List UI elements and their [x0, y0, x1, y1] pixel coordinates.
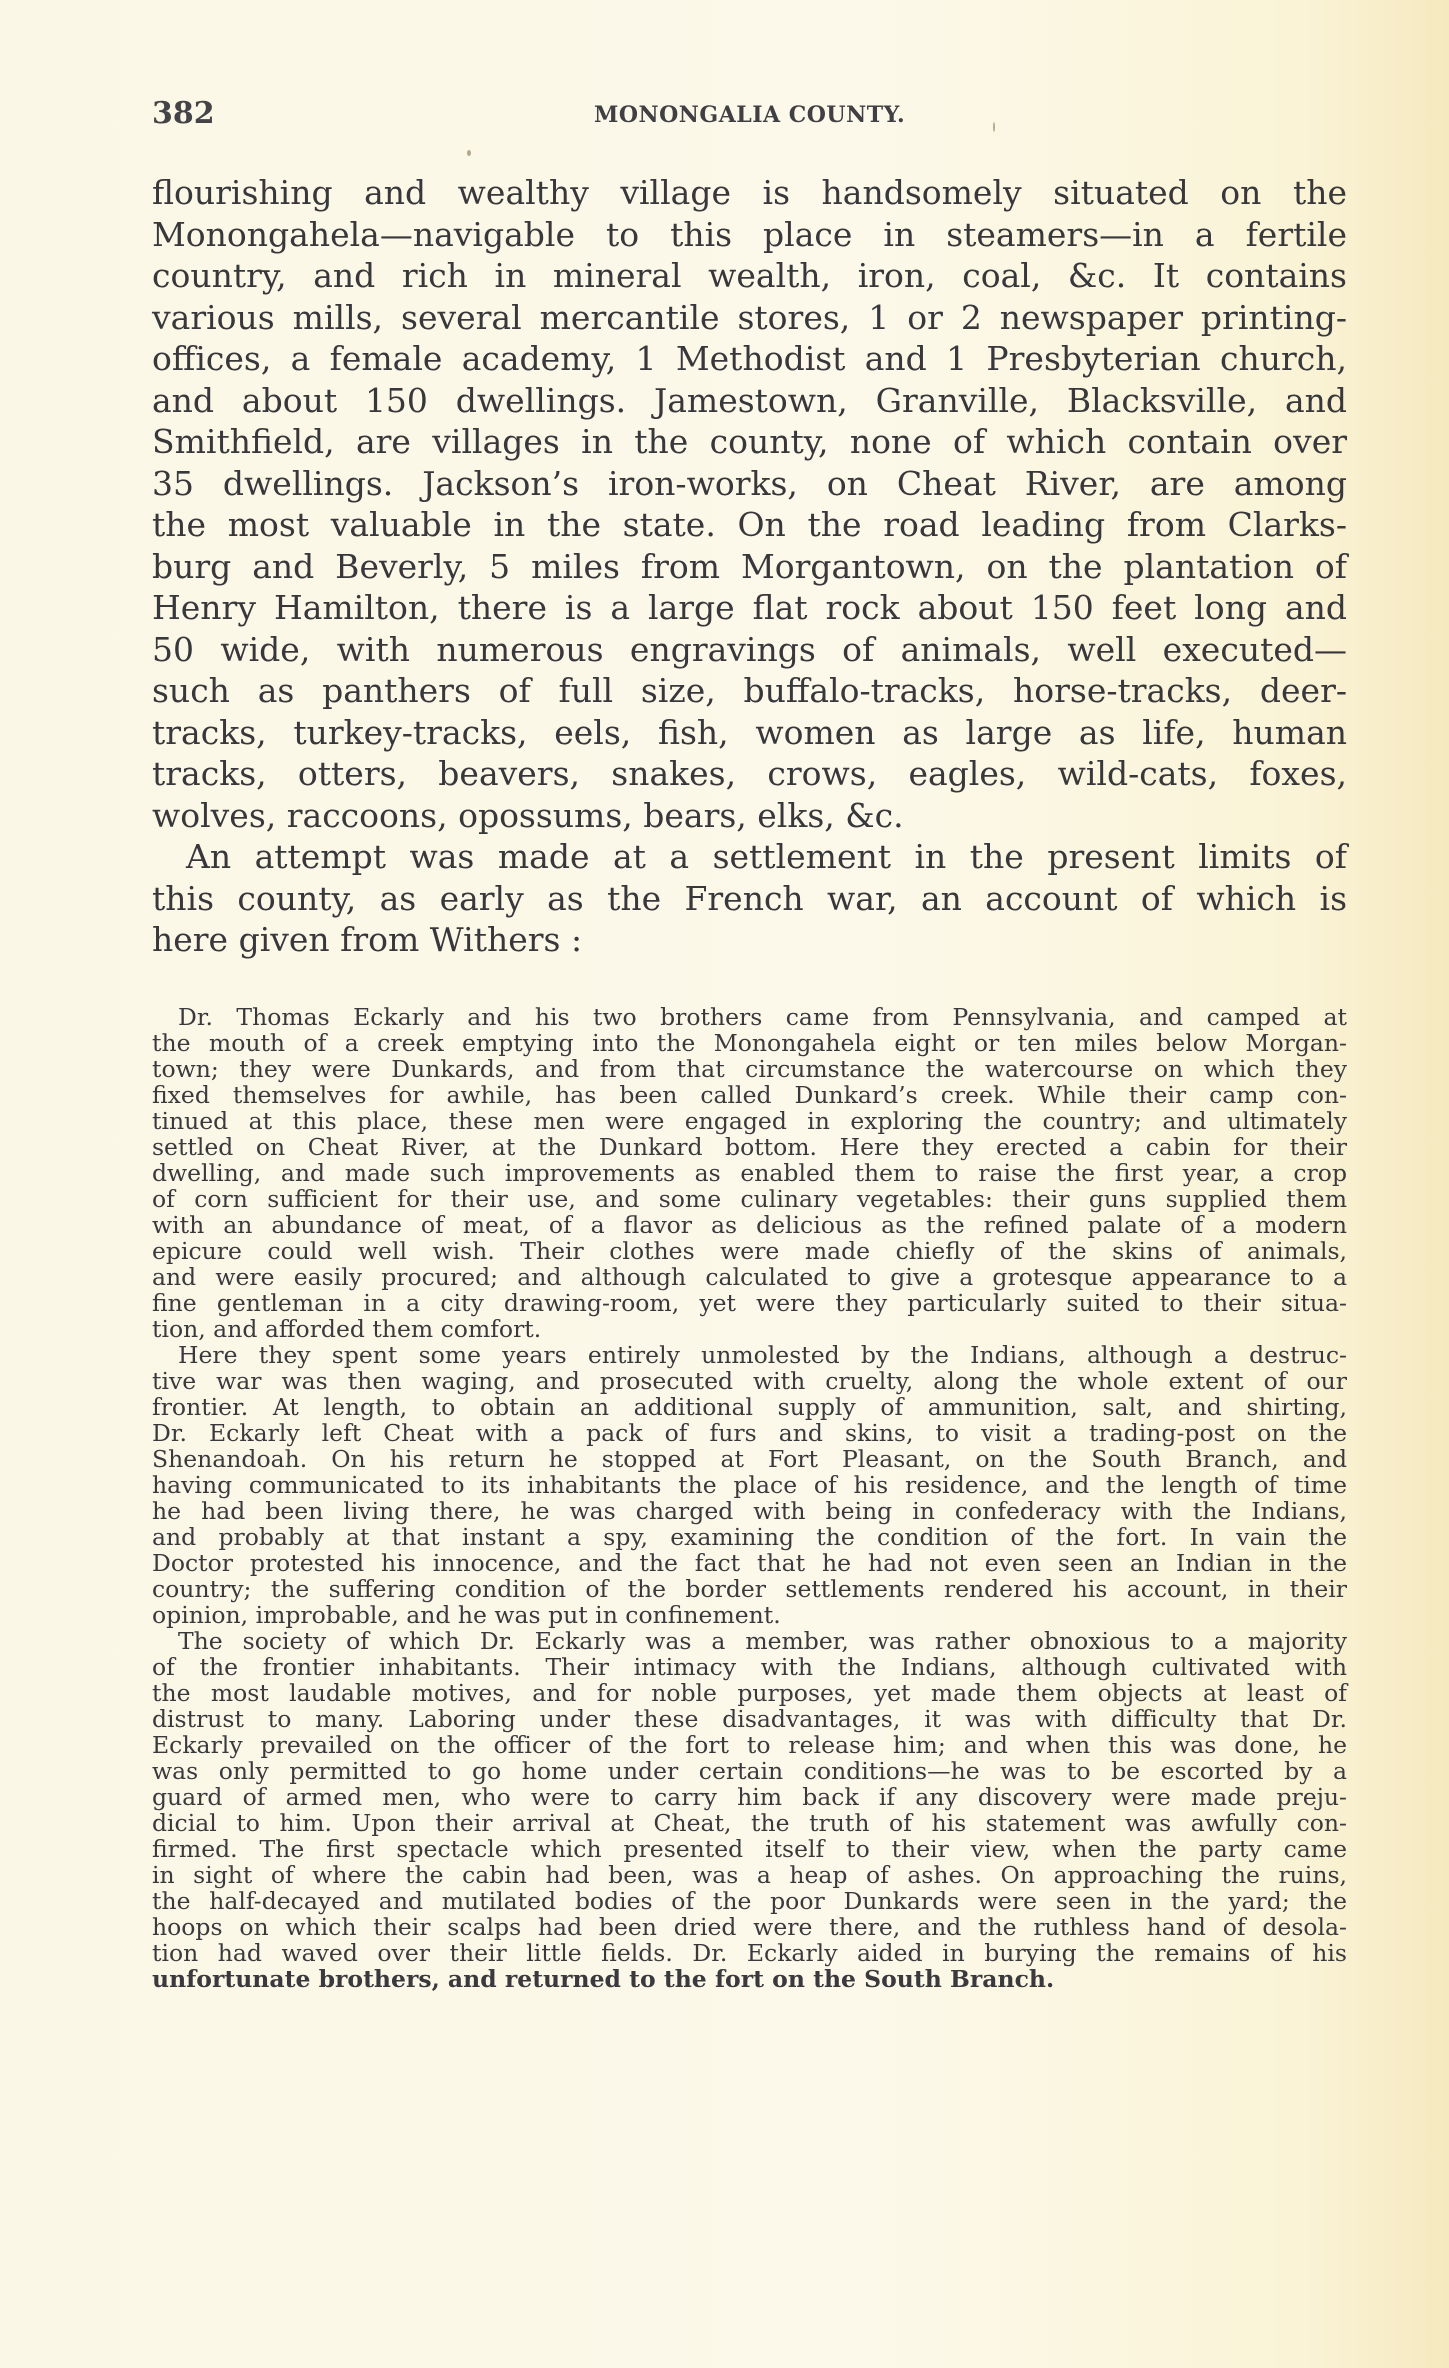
text-line: tracks, turkey-tracks, eels, fish, women as large as life, human [152, 712, 1347, 752]
quote-line: opinion, improbable, and he was put in confinement. [152, 1601, 781, 1629]
text-line: wolves, raccoons, opossums, bears, elks, &c. [152, 795, 904, 835]
text-line: such as panthers of full size, buffalo-tracks, horse-tracks, deer- [152, 671, 1347, 710]
text-line: 35 dwellings. Jackson’s iron-works, on Cheat River, are among [152, 463, 1347, 503]
quote-line: unfortunate brothers, and returned to the fort on the South Branch. [152, 1965, 1055, 1993]
quote-line: of corn sufficient for their use, and some culinary vegetables: their guns supplied them [152, 1185, 1347, 1213]
quote-line: settled on Cheat River, at the Dunkard bottom. Here they erected a cabin for their [152, 1133, 1347, 1161]
quote-line: and probably at that instant a spy, examining the condition of the fort. In vain the [152, 1523, 1347, 1551]
quote-line: tinued at this place, these men were engaged in exploring the country; and ultimately [152, 1107, 1347, 1135]
quote-line: country; the suffering condition of the border settlements rendered his account, in their [152, 1575, 1347, 1603]
quote-line: tion had waved over their little fields. Dr. Eckarly aided in burying the remains of his [152, 1939, 1347, 1967]
quote-line: tion, and afforded them comfort. [152, 1315, 542, 1343]
text-line: Henry Hamilton, there is a large flat rock about 150 feet long and [152, 588, 1347, 627]
quote-line: in sight of where the cabin had been, was a heap of ashes. On approaching the ruins, [152, 1861, 1347, 1889]
quote-line: hoops on which their scalps had been dried were there, and the ruthless hand of desola- [152, 1913, 1347, 1941]
quote-line: he had been living there, he was charged with being in confederacy with the Indians, [152, 1497, 1347, 1525]
text-line: various mills, several mercantile stores, 1 or 2 newspaper printing- [152, 297, 1347, 337]
quote-line: the mouth of a creek emptying into the Monongahela eight or ten miles below Morgan- [152, 1029, 1347, 1057]
quote-line: of the frontier inhabitants. Their intimacy with the Indians, although cultivated with [152, 1653, 1347, 1681]
quote-line: Dr. Eckarly left Cheat with a pack of furs and skins, to visit a trading-post on the [152, 1419, 1347, 1447]
text-line: burg and Beverly, 5 miles from Morgantown, on the plantation of [152, 546, 1347, 586]
quote-line: town; they were Dunkards, and from that circumstance the watercourse on which they [152, 1055, 1347, 1083]
main-text [152, 172, 1347, 961]
quote-line: Shenandoah. On his return he stopped at Fort Pleasant, on the South Branch, and [152, 1445, 1347, 1473]
quote-line: frontier. At length, to obtain an additional supply of ammunition, salt, and shirting, [152, 1393, 1347, 1421]
text-line: country, and rich in mineral wealth, iron, coal, &c. It contains [152, 256, 1347, 295]
quote-paragraph [152, 1004, 1347, 1342]
text-line: An attempt was made at a settlement in the present limits of [186, 837, 1347, 876]
paper-speck [993, 122, 995, 132]
quote-line: The society of which Dr. Eckarly was a member, was rather obnoxious to a majority [178, 1627, 1347, 1655]
quoted-passage [152, 1004, 1347, 1992]
text-line: flourishing and wealthy village is handsomely situated on the [152, 173, 1347, 212]
quote-line: having communicated to its inhabitants the place of his residence, and the length of time [152, 1471, 1347, 1499]
page-number: 382 [152, 96, 215, 131]
quote-line: dicial to him. Upon their arrival at Cheat, the truth of his statement was awfully con- [152, 1809, 1347, 1837]
quote-paragraph [152, 1628, 1347, 1992]
quote-line: Eckarly prevailed on the officer of the fort to release him; and when this was done, he [152, 1731, 1347, 1759]
quote-line: fixed themselves for awhile, has been called Dunkard’s creek. While their camp con- [152, 1081, 1347, 1109]
text-line: offices, a female academy, 1 Methodist and 1 Presbyterian church, [152, 339, 1347, 378]
text-line: Monongahela—navigable to this place in steamers—in a fertile [152, 214, 1347, 254]
quote-line: fine gentleman in a city drawing-room, yet were they particularly suited to their situa- [152, 1289, 1347, 1317]
running-head [152, 96, 1347, 136]
quote-line: epicure could well wish. Their clothes were made chiefly of the skins of animals, [152, 1237, 1347, 1265]
quote-line: was only permitted to go home under certain conditions—he was to be escorted by a [152, 1757, 1347, 1785]
quote-line: distrust to many. Laboring under these disadvantages, it was with difficulty that Dr. [152, 1705, 1347, 1733]
quote-line: with an abundance of meat, of a flavor as delicious as the refined palate of a modern [152, 1211, 1347, 1239]
paper-speck [467, 150, 471, 156]
text-line: 50 wide, with numerous engravings of animals, well executed— [152, 629, 1347, 669]
quote-line: guard of armed men, who were to carry him back if any discovery were made preju- [152, 1783, 1347, 1811]
quote-line: firmed. The first spectacle which presented itself to their view, when the party came [152, 1835, 1347, 1863]
text-line: tracks, otters, beavers, snakes, crows, eagles, wild-cats, foxes, [152, 754, 1347, 793]
quote-line: Doctor protested his innocence, and the fact that he had not even seen an Indian in the [152, 1549, 1347, 1577]
running-title: MONONGALIA COUNTY. [594, 102, 906, 128]
text-line: Smithfield, are villages in the county, none of which contain over [152, 422, 1347, 461]
text-line: here given from Withers : [152, 920, 583, 959]
text-line: and about 150 dwellings. Jamestown, Granville, Blacksville, and [152, 380, 1347, 420]
quote-line: Here they spent some years entirely unmolested by the Indians, although a destruc- [178, 1341, 1347, 1369]
quote-line: the most laudable motives, and for noble purposes, yet made them objects at least of [152, 1679, 1347, 1707]
text-line: the most valuable in the state. On the road leading from Clarks- [152, 505, 1347, 544]
quote-line: dwelling, and made such improvements as enabled them to raise the first year, a crop [152, 1159, 1347, 1187]
quote-line: Dr. Thomas Eckarly and his two brothers came from Pennsylvania, and camped at [178, 1003, 1347, 1031]
quote-paragraph [152, 1342, 1347, 1628]
quote-line: tive war was then waging, and prosecuted with cruelty, along the whole extent of our [152, 1367, 1347, 1395]
quote-line: and were easily procured; and although calculated to give a grotesque appearance to a [152, 1263, 1347, 1291]
text-line: this county, as early as the French war, an account of which is [152, 878, 1347, 918]
quote-line: the half-decayed and mutilated bodies of the poor Dunkards were seen in the yard; the [152, 1887, 1347, 1915]
